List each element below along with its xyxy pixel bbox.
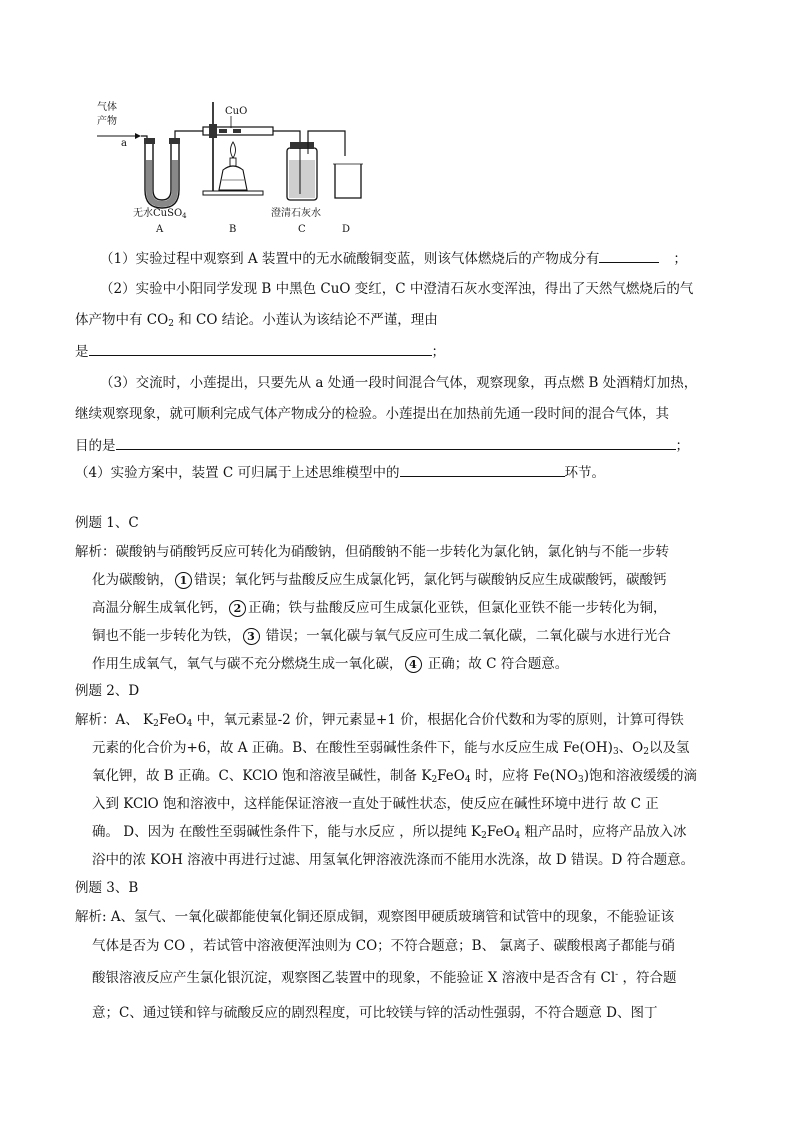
- label-C: C: [298, 224, 306, 235]
- question-2-line-2: 体产物中有 $CO_2$ 和 CO 结论。小莲认为该结论不严谨，理由: [75, 312, 438, 329]
- beaker: [335, 164, 361, 198]
- example-2-line-3: 氧化钾，故 B 正确。C、KClO 饱和溶液呈碱性，制备 $K_2FeO_4$ 时，应将 $Fe(NO_3)$饱和溶液缓缓的滴: [92, 768, 697, 785]
- question-4: （4）实验方案中，装置 C 可归属于上述思维模型中的 环节。: [75, 462, 605, 483]
- label-gas: 气体: [97, 102, 117, 113]
- label-cuso4: 无水CuSO$_4$: [133, 208, 187, 220]
- example-1-line-1: 解析：碳酸钠与硝酸钙反应可转化为硝酸钠，但硝酸钠不能一步转化为氯化钠，氯化钠与不能一步转: [75, 544, 669, 560]
- tube-a-b: [175, 131, 203, 138]
- circled-number-3: 3: [243, 628, 260, 645]
- example-3-line-3: 酸银溶液反应产生氯化银沉淀，观察图乙装置中的现象，不能验证 X 溶液中是否含有 Cl- ，符合题: [92, 970, 677, 986]
- question-1: （1）实验过程中观察到 A 装置中的无水硫酸铜变蓝，则该气体燃烧后的产物成分有 ；: [100, 248, 687, 269]
- example-1-line-4: 铜也不能一步转化为铁， 3 错误；一氧化碳与氧气反应可生成二氧化碳，二氧化碳与水进行光合: [92, 628, 671, 644]
- label-D: D: [342, 224, 351, 235]
- label-cuo: CuO: [225, 106, 248, 117]
- alcohol-lamp: [219, 166, 247, 190]
- example-2-line-5: 确。 D、因为 在酸性至弱碱性条件下，能与水反应 ，所以提纯 $K_2FeO_4$ 粗产品时，应将产品放入冰: [92, 824, 687, 841]
- cuo-powder-2: [233, 129, 241, 133]
- question-3-line-2: 继续观察现象，就可顺利完成气体产物成分的检验。小莲提出在加热前先通一段时间的混合气体，其: [75, 406, 669, 422]
- clamp: [209, 124, 217, 138]
- flame: [231, 142, 236, 158]
- label-A: A: [156, 224, 164, 235]
- apparatus-svg: [95, 98, 385, 240]
- question-3-line-3: 目的是 ；: [75, 435, 689, 456]
- example-1-line-2: 化为碳酸钠， 1 错误；氧化钙与盐酸反应生成氯化钙，氯化钙与碳酸钠反应生成碳酸钙，碳酸钙: [92, 572, 667, 588]
- example-2-line-1: 解析：A、 $K_2FeO_4$ 中，氧元素显-2 价，钾元素显+1 价，根据化合价代数和为零的原则，计算可得铁: [75, 712, 684, 729]
- example-2-line-2: 元素的化合价为+6，故 A 正确。B、在酸性至弱碱性条件下，能与水反应生成 $Fe(OH)_3$、$O_2$以及氢: [92, 740, 690, 757]
- question-3-line-1: （3）交流时，小莲提出，只要先从 a 处通一段时间混合气体，观察现象，再点燃 B 处酒精灯加热，: [100, 375, 698, 391]
- answer-blank-3[interactable]: [116, 435, 676, 450]
- label-limewater: 澄清石灰水: [271, 208, 321, 219]
- circled-number-1: 1: [175, 572, 192, 589]
- stopper-left: [144, 138, 155, 144]
- example-3-line-1: 解析: A、氢气、一氧化碳都能使氧化铜还原成铜，观察图甲硬质玻璃管和试管中的现象，不能验证该: [75, 909, 675, 925]
- label-B: B: [229, 224, 237, 235]
- answer-blank-2[interactable]: [89, 341, 432, 356]
- example-3-title: 例题 3、B: [75, 880, 139, 896]
- example-3-line-4: 意；C、通过镁和锌与硫酸反应的剧烈程度，可比较镁与锌的活动性强弱，不符合题意 D、图丁: [92, 1005, 658, 1021]
- apparatus-diagram: [95, 98, 385, 240]
- example-2-line-4: 入到 KClO 饱和溶液中，这样能保证溶液一直处于碱性状态，使反应在碱性环境中进行 故 C 正: [92, 796, 659, 812]
- limewater-fill: [289, 160, 315, 198]
- label-a: a: [121, 138, 127, 149]
- example-2-title: 例题 2、D: [75, 683, 140, 699]
- arrow-head: [135, 133, 141, 139]
- example-3-line-2: 气体是否为 CO ，若试管中溶液便浑浊则为 CO；不符合题意；B、 氯离子、碳酸根离子都能与硝: [92, 938, 675, 954]
- example-1-line-3: 高温分解生成氧化钙， 2 正确；铁与盐酸反应可生成氯化亚铁，但氯化亚铁不能一步转化为铜，: [92, 600, 667, 616]
- answer-blank-4[interactable]: [400, 462, 565, 477]
- stand-base: [203, 191, 263, 195]
- question-1-text: （1）实验过程中观察到 A 装置中的无水硫酸铜变蓝，则该气体燃烧后的产物成分有: [100, 251, 600, 267]
- circled-number-4: 4: [405, 656, 422, 673]
- circled-number-2: 2: [229, 600, 246, 617]
- example-1-title: 例题 1、C: [75, 515, 139, 531]
- cuo-powder-1: [219, 129, 227, 133]
- stopper-right: [169, 138, 180, 144]
- question-2-line-3: 是 ；: [75, 341, 445, 362]
- answer-blank-1[interactable]: [599, 248, 659, 263]
- label-product: 产物: [97, 116, 117, 127]
- example-1-line-5: 作用生成氧气，氧气与碳不充分燃烧生成一氧化碳， 4 正确；故 C 符合题意。: [92, 656, 569, 672]
- example-2-line-6: 浴中的浓 KOH 溶液中再进行过滤、用氢氧化钾溶液洗涤而不能用水洗涤，故 D 错误。D 符合题意。: [92, 852, 695, 868]
- question-2-line-1: （2）实验中小阳同学发现 B 中黑色 CuO 变红，C 中澄清石灰水变浑浊，得出了天然气燃烧后的气: [100, 281, 694, 297]
